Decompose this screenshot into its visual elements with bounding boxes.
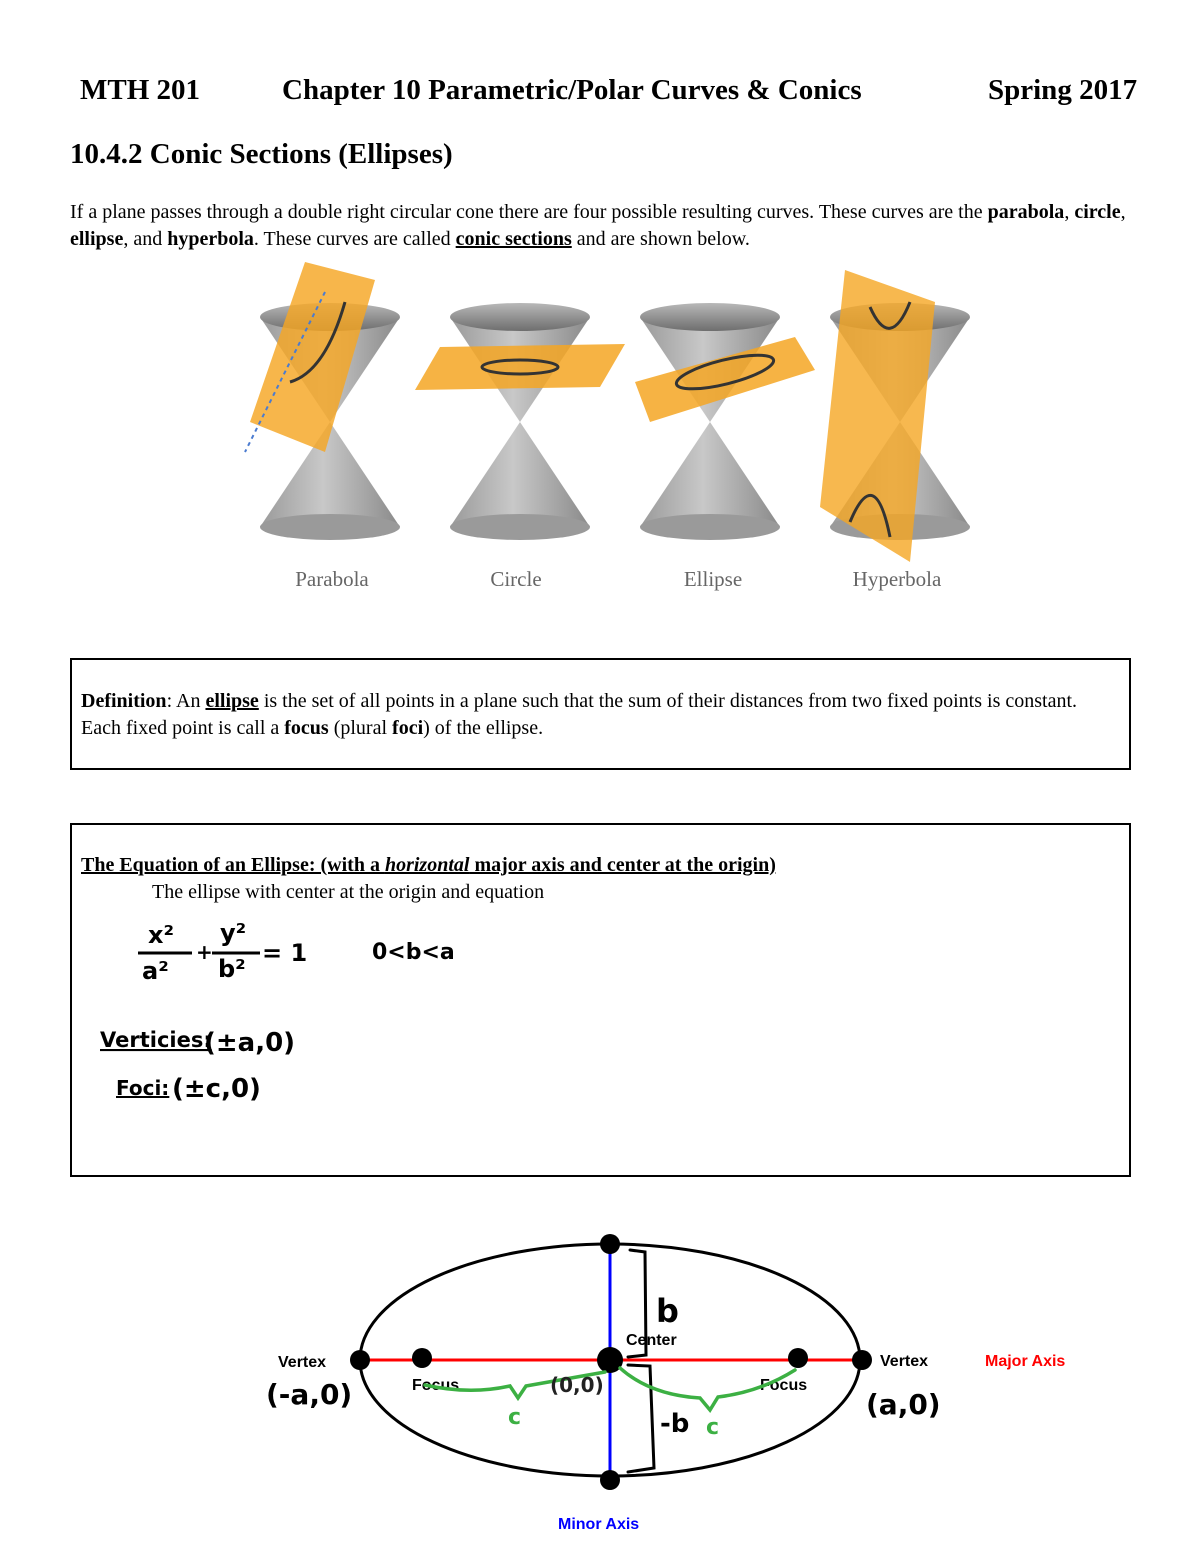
hand-condition: 0<b<a bbox=[372, 940, 455, 965]
hand-foci-label: Foci: bbox=[116, 1076, 170, 1100]
parabola-cone bbox=[245, 262, 400, 540]
definition-text: Definition: An ellipse is the set of all points in a plane such that the sum of their distances from two fixed points is constant. Each fixed point is call a focus (plural foci) of the ellipse. bbox=[81, 690, 1077, 739]
chapter-title: Chapter 10 Parametric/Polar Curves & Conics bbox=[282, 74, 862, 106]
hand-b2: b² bbox=[218, 955, 246, 983]
minor-bottom-point bbox=[600, 1470, 620, 1490]
major-axis-label: Major Axis bbox=[985, 1353, 1066, 1370]
label-circle: Circle bbox=[490, 567, 542, 591]
section-title: 10.4.2 Conic Sections (Ellipses) bbox=[70, 138, 453, 170]
hand-c-right: c bbox=[706, 1415, 720, 1440]
ellipse-diagram bbox=[0, 1220, 1200, 1554]
circle-cone bbox=[415, 303, 625, 540]
equation-box-line: The ellipse with center at the origin and equation bbox=[152, 881, 545, 903]
focus-left-label: Focus bbox=[412, 1377, 460, 1394]
hand-neg-b-label: -b bbox=[660, 1409, 690, 1439]
equation-box-title: The Equation of an Ellipse: (with a horizontal major axis and center at the origin) bbox=[81, 854, 776, 876]
svg-text:+: + bbox=[196, 940, 213, 964]
hand-y2: y² bbox=[220, 919, 247, 947]
label-hyperbola: Hyperbola bbox=[852, 567, 942, 591]
hand-x2: x² bbox=[148, 921, 174, 949]
center-label: Center bbox=[626, 1332, 677, 1349]
intro-paragraph: If a plane passes through a double right circular cone there are four possible resulting curves. These curves are the parabola, circle, ellipse, and hyperbola. These curves are called conic sections and are shown below. bbox=[70, 201, 1126, 250]
hand-foci-value: (±c,0) bbox=[172, 1074, 261, 1104]
hand-vertices-value: (±a,0) bbox=[204, 1028, 296, 1058]
conic-sections-figure bbox=[230, 262, 990, 602]
label-parabola: Parabola bbox=[295, 567, 369, 591]
term: Spring 2017 bbox=[988, 74, 1138, 106]
focus-left-point bbox=[412, 1348, 432, 1368]
minor-axis-label: Minor Axis bbox=[558, 1516, 640, 1533]
vertex-right-label: Vertex bbox=[880, 1353, 929, 1370]
ellipse-cone bbox=[635, 303, 815, 540]
focus-right-label: Focus bbox=[760, 1377, 808, 1394]
hand-c-left: c bbox=[508, 1405, 522, 1430]
hand-a-label: (a,0) bbox=[866, 1388, 941, 1421]
focus-right-point bbox=[788, 1348, 808, 1368]
vertex-left-label: Vertex bbox=[278, 1354, 327, 1371]
vertex-left-point bbox=[350, 1350, 370, 1370]
conic-sections-term: conic sections bbox=[455, 228, 572, 250]
hand-a2: a² bbox=[142, 957, 169, 985]
hand-equals-one: = 1 bbox=[262, 939, 308, 967]
hand-b-label: b bbox=[656, 1292, 679, 1330]
hand-origin-label: (0,0) bbox=[550, 1373, 604, 1397]
minor-top-point bbox=[600, 1234, 620, 1254]
hand-neg-a-label: (-a,0) bbox=[266, 1378, 353, 1411]
handwritten-equation bbox=[100, 915, 520, 1115]
hand-vertices-label: Verticies: bbox=[100, 1028, 212, 1052]
hyperbola-cone bbox=[820, 270, 970, 562]
course-code: MTH 201 bbox=[80, 74, 201, 106]
vertex-right-point bbox=[852, 1350, 872, 1370]
label-ellipse: Ellipse bbox=[683, 567, 743, 591]
